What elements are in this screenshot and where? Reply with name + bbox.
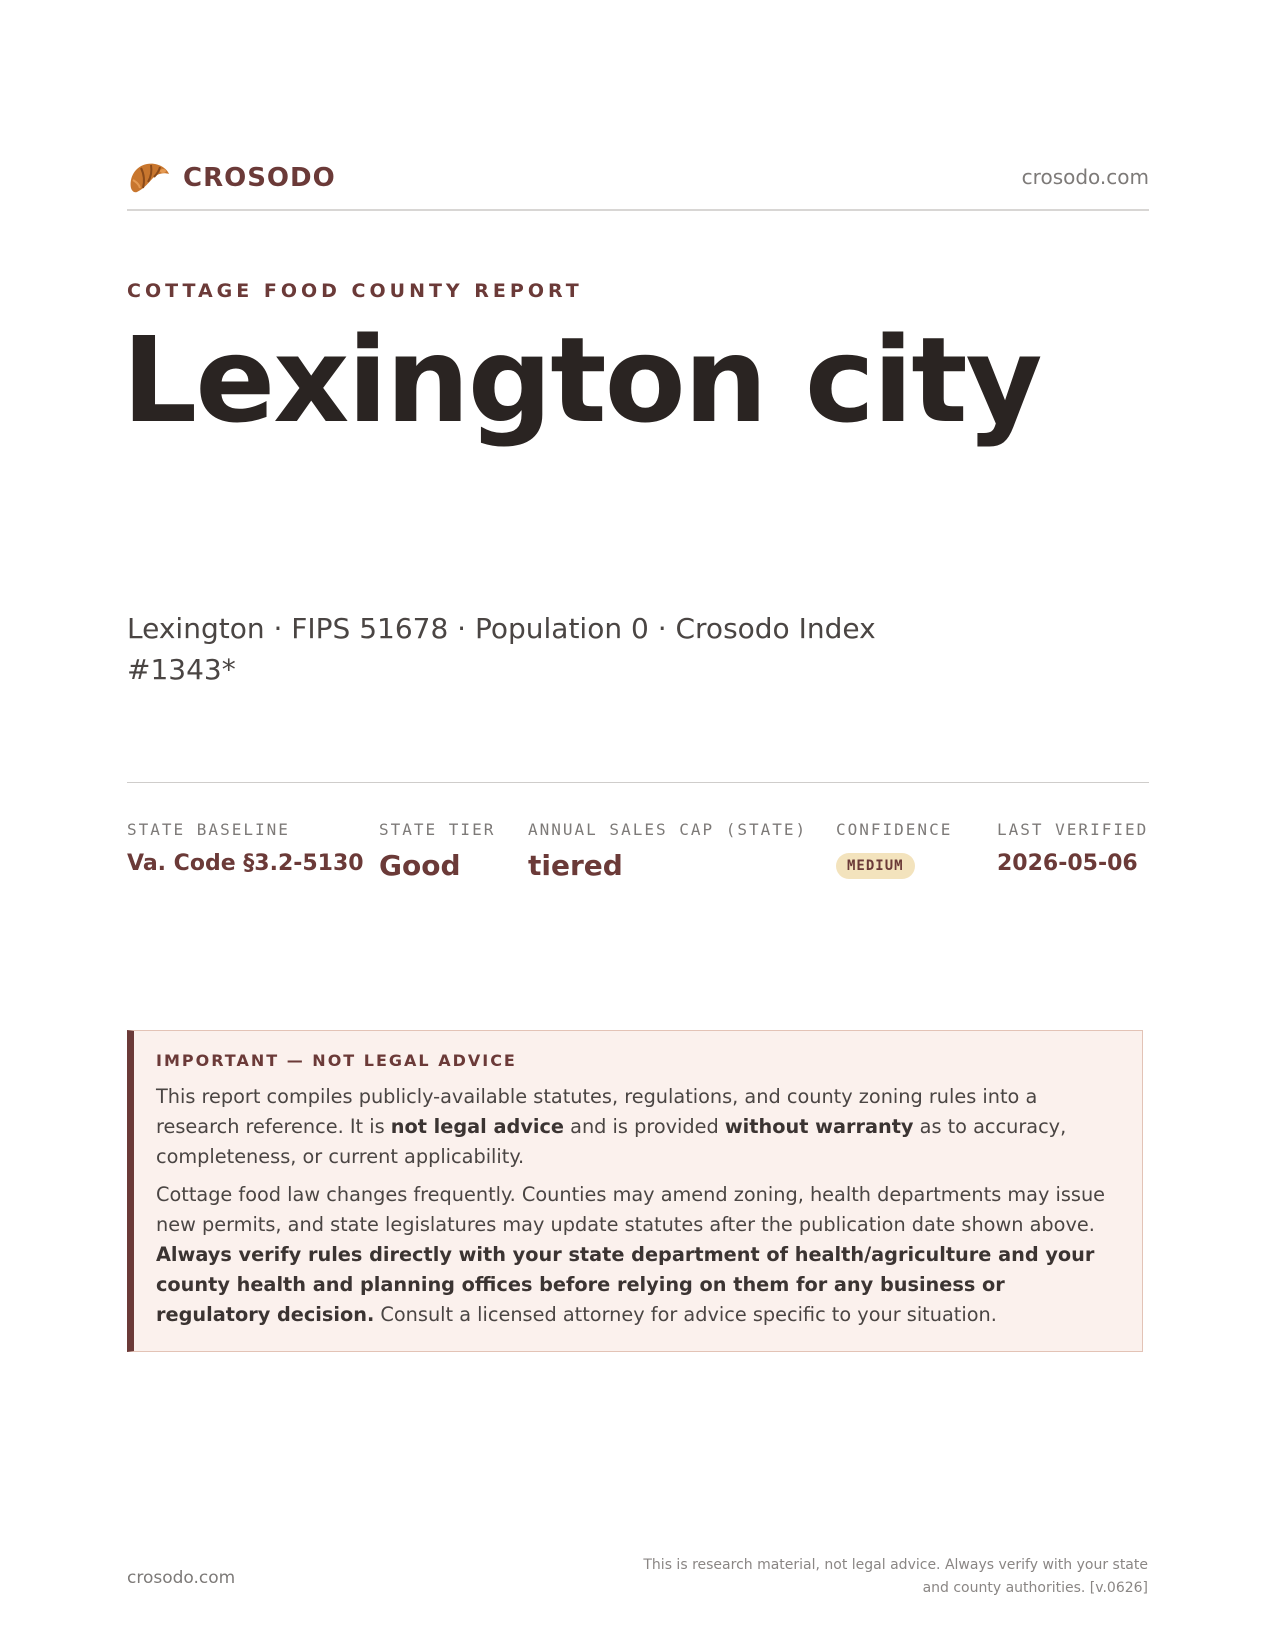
legal-notice	[127, 1030, 1143, 1352]
stat-label: ANNUAL SALES CAP (STATE)	[528, 820, 808, 839]
notice-text: Consult a licensed attorney for advice specific to your situation.	[374, 1303, 997, 1326]
confidence-badge: MEDIUM	[836, 853, 915, 879]
notice-text: This report compiles publicly-available statutes, regulations, and county zoning rules into a research reference. It is	[156, 1085, 1038, 1138]
stat-value: Good	[379, 849, 461, 882]
notice-text: as to accuracy, completeness, or current applicability.	[156, 1115, 1067, 1168]
notice-paragraph	[156, 1082, 1120, 1172]
footer-site-url[interactable]: crosodo.com	[127, 1568, 236, 1588]
stat-last-verified	[997, 820, 1148, 876]
report-header	[127, 158, 1149, 208]
brand[interactable]	[127, 158, 336, 198]
stat-value: 2026-05-06	[997, 851, 1138, 876]
stat-label: LAST VERIFIED	[997, 820, 1149, 839]
notice-emphasis: Always verify rules directly with your state department of health/agriculture and your county health and planning offices before relying on them for any business or regulatory decision.	[156, 1243, 1095, 1326]
croissant-icon	[127, 158, 171, 198]
notice-paragraph	[156, 1180, 1120, 1330]
stats-divider	[127, 782, 1149, 783]
brand-name: CROSODO	[183, 163, 336, 193]
notice-text: Cottage food law changes frequently. Counties may amend zoning, health departments may issue new permits, and state legislatures may update statutes after the publication date shown above.	[156, 1183, 1106, 1236]
stat-label: CONFIDENCE	[836, 820, 953, 839]
stat-confidence	[836, 820, 952, 879]
notice-title: IMPORTANT — NOT LEGAL ADVICE	[156, 1051, 517, 1070]
stat-label: STATE TIER	[379, 820, 496, 839]
page-title: Lexington city	[122, 311, 1041, 449]
report-eyebrow: COTTAGE FOOD COUNTY REPORT	[127, 280, 583, 302]
header-divider	[127, 209, 1149, 211]
stat-state-tier	[379, 820, 495, 882]
stat-value: tiered	[528, 849, 623, 882]
site-url[interactable]: crosodo.com	[1021, 165, 1149, 189]
stat-state-baseline	[127, 820, 364, 876]
footer-disclaimer: This is research material, not legal advice. Always verify with your state and county authorities. [v.0626]	[643, 1557, 1148, 1596]
notice-text: and is provided	[564, 1115, 725, 1138]
report-subtitle: Lexington · FIPS 51678 · Population 0 · Crosodo Index #1343*	[127, 612, 876, 686]
stat-value: Va. Code §3.2-5130	[127, 851, 364, 876]
stat-annual-sales-cap	[528, 820, 807, 882]
stat-label: STATE BASELINE	[127, 820, 290, 839]
notice-emphasis: without warranty	[724, 1115, 914, 1138]
notice-emphasis: not legal advice	[390, 1115, 565, 1138]
